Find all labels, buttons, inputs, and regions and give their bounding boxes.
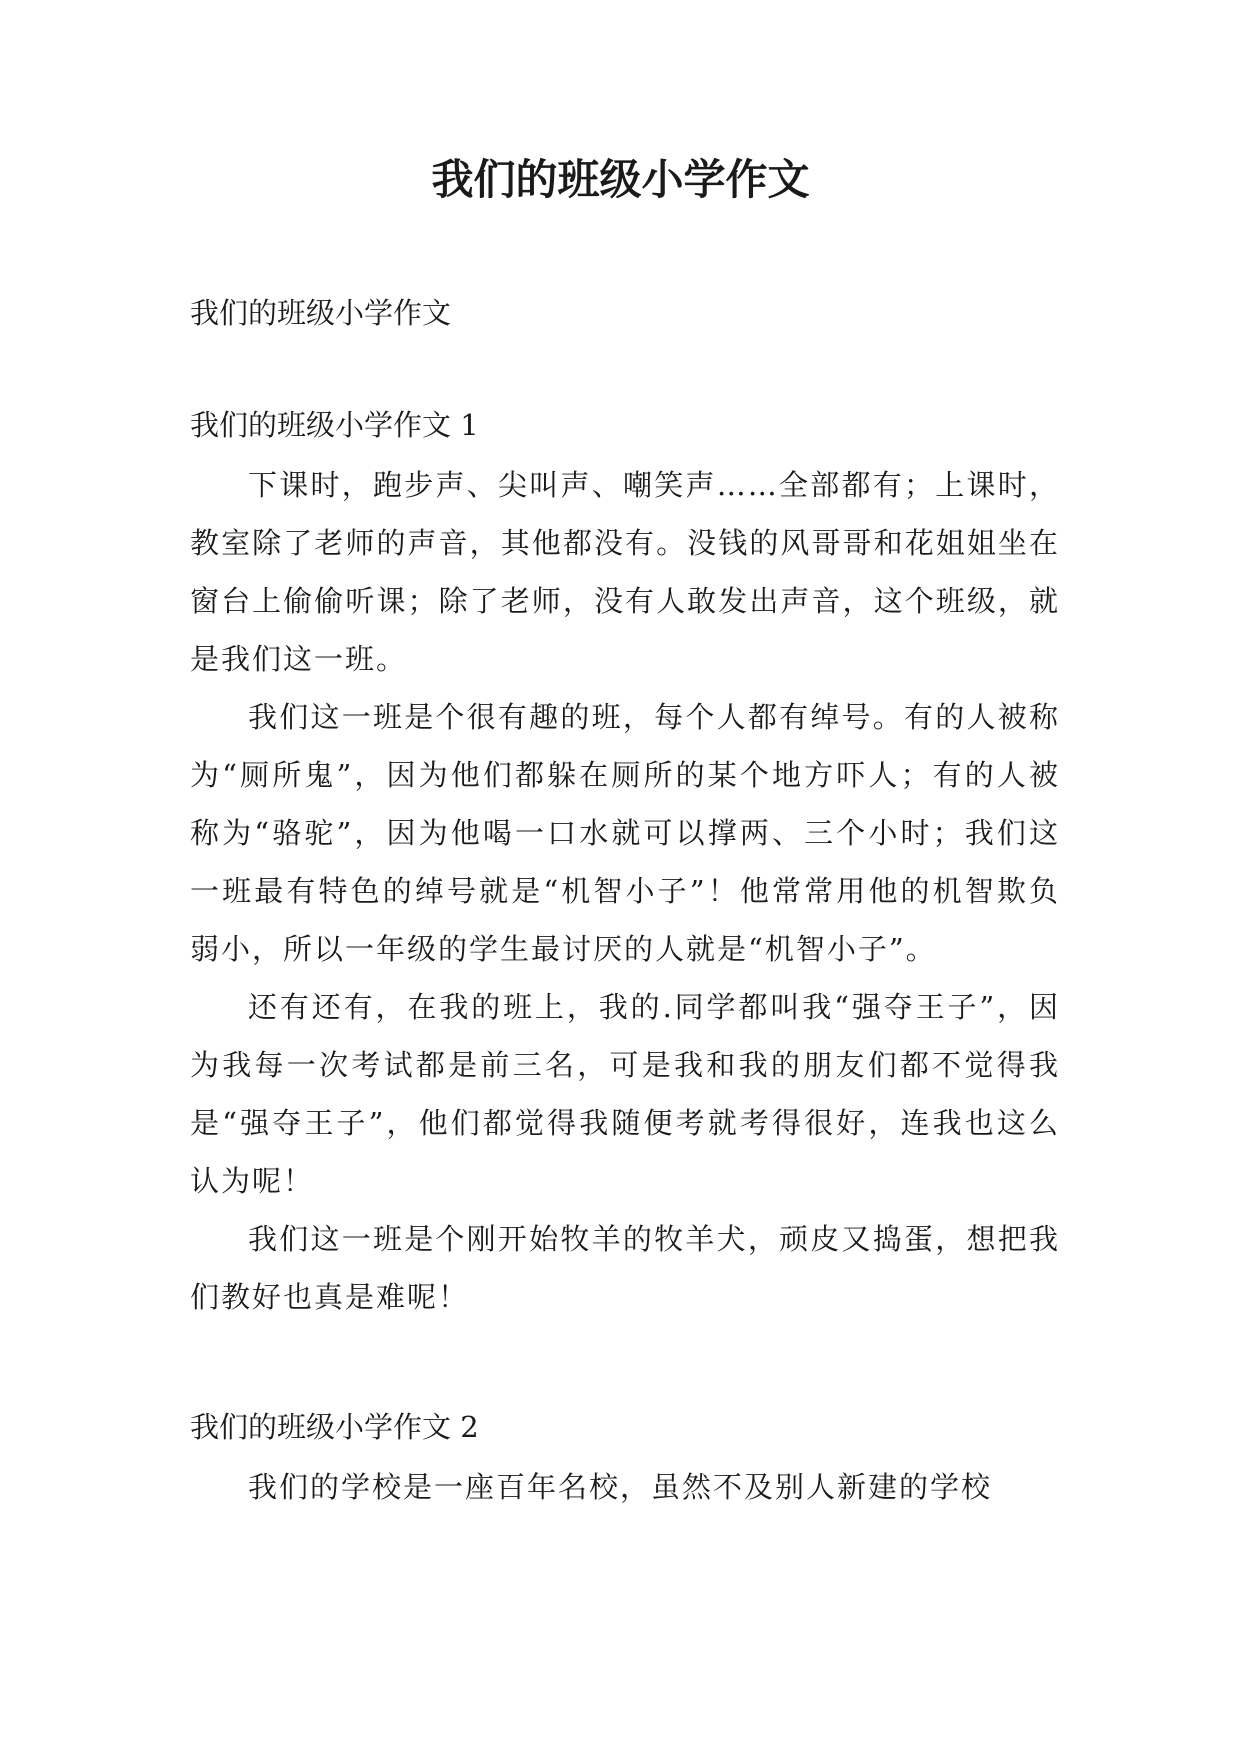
essay-section-1 (190, 404, 1060, 1326)
page-title: 我们的班级小学作文 (431, 155, 810, 204)
document-subtitle: 我们的班级小学作文 (190, 296, 452, 330)
section-heading: 我们的班级小学作文 1 (190, 408, 479, 442)
paragraph: 还有还有，在我的班上，我的.同学都叫我“强夺王子”，因为我每一次考试都是前三名，可是我和我的朋友们都不觉得我是“强夺王子”，他们都觉得我随便考就考得很好，连我也这么认为呢！ (190, 990, 1060, 1198)
paragraph: 我们的学校是一座百年名校，虽然不及别人新建的学校 (248, 1470, 993, 1504)
document-body (190, 292, 1060, 1516)
paragraph: 下课时，跑步声、尖叫声、嘲笑声……全部都有；上课时，教室除了老师的声音，其他都没有。没钱的风哥哥和花姐姐坐在窗台上偷偷听课；除了老师，没有人敢发出声音，这个班级，就是我们这一班。 (190, 468, 1060, 676)
spacer (190, 1326, 1060, 1406)
essay-section-2 (190, 1406, 1060, 1516)
paragraph: 我们这一班是个刚开始牧羊的牧羊犬，顽皮又捣蛋，想把我们教好也真是难呢！ (190, 1222, 1060, 1314)
spacer (190, 334, 1060, 404)
paragraph: 我们这一班是个很有趣的班，每个人都有绰号。有的人被称为“厕所鬼”，因为他们都躲在厕所的某个地方吓人；有的人被称为“骆驼”，因为他喝一口水就可以撑两、三个小时；我们这一班最有特色的绰号就是“机智小子”！他常常用他的机智欺负弱小，所以一年级的学生最讨厌的人就是“机智小子”。 (190, 700, 1060, 966)
section-heading: 我们的班级小学作文 2 (190, 1410, 479, 1444)
